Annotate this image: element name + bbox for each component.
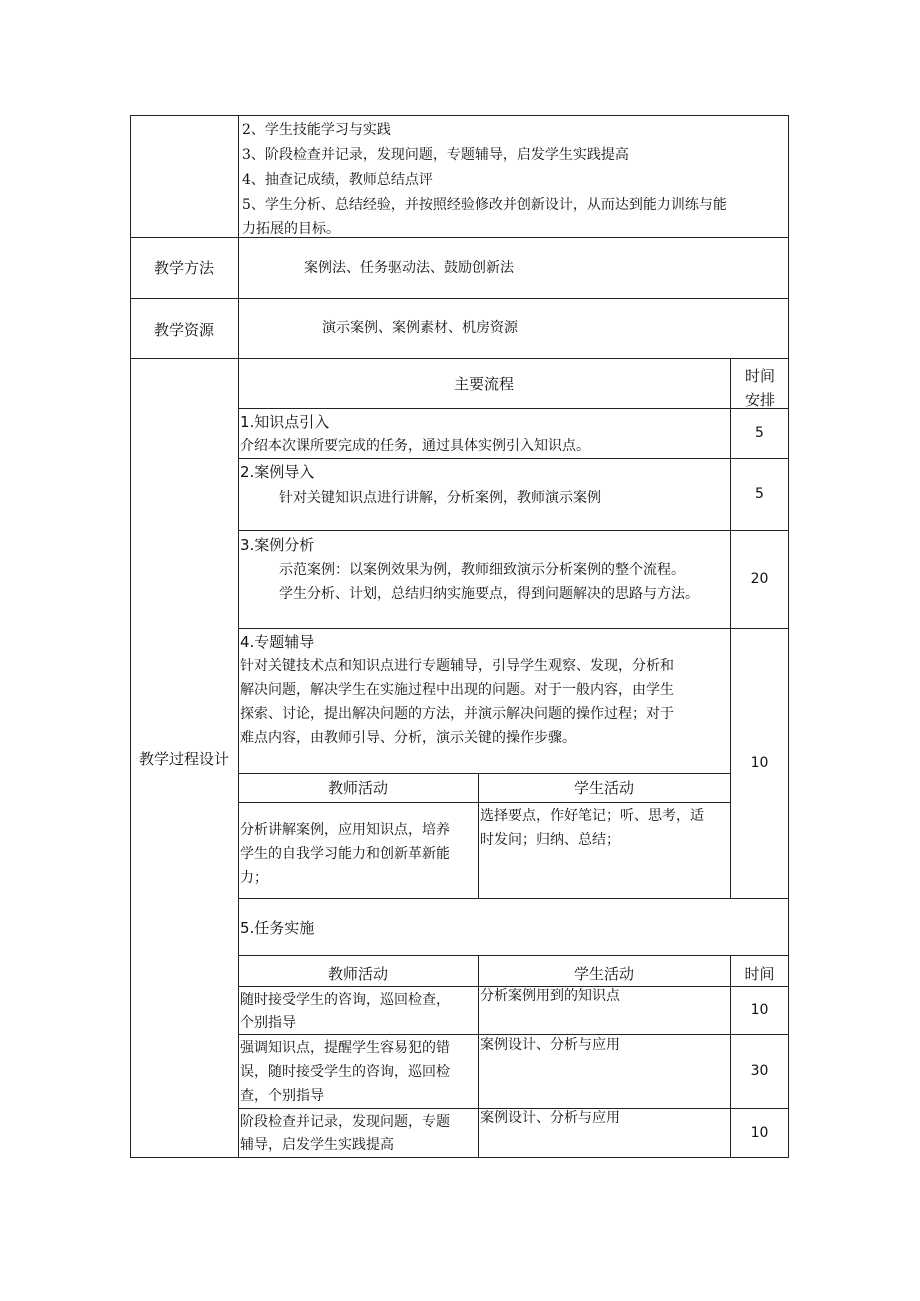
task-row-3-time: 10	[750, 1125, 769, 1141]
section-2-body: 针对关键知识点进行讲解，分析案例，教师演示案例	[279, 490, 601, 506]
section-3-title: 3.案例分析	[240, 536, 315, 554]
method-label: 教学方法	[153, 259, 214, 277]
subtable-divider	[238, 802, 730, 803]
section-4-line: 针对关键技术点和知识点进行专题辅导，引导学生观察、发现，分析和	[240, 658, 674, 674]
intro-step-3: 3、阶段检查并记录，发现问题，专题辅导，启发学生实践提高	[242, 147, 629, 163]
section-5-student-header: 学生活动	[573, 965, 634, 983]
section-2-time: 5	[755, 486, 764, 502]
section-3-line2: 学生分析、计划，总结归纳实施要点，得到问题解决的思路与方法。	[279, 586, 699, 602]
section-5-teacher-header: 教师活动	[327, 965, 388, 983]
section-4-student-line: 时发问；归纳、总结；	[480, 832, 620, 848]
section-1-body: 介绍本次课所要完成的任务，通过具体实例引入知识点。	[240, 438, 590, 454]
section-4-student-line: 选择要点，作好笔记；听、思考，适	[480, 808, 704, 824]
section-1-title: 1.知识点引入	[240, 413, 330, 431]
method-value: 案例法、任务驱动法、鼓励创新法	[304, 260, 514, 276]
row-divider	[238, 628, 789, 629]
time-header-clip	[731, 362, 788, 407]
label-column-divider	[238, 115, 239, 1158]
task-row-2-time: 30	[750, 1063, 769, 1079]
resource-label: 教学资源	[153, 321, 214, 339]
section-4-line: 难点内容，由教师引导、分析，演示关键的操作步骤。	[240, 730, 576, 746]
row-divider	[130, 358, 789, 359]
task-row-2-teacher-line: 强调知识点，提醒学生容易犯的错	[240, 1040, 450, 1056]
section-4-teacher-line: 力；	[240, 870, 268, 886]
flow-header: 主要流程	[453, 375, 514, 393]
section-4-student-header: 学生活动	[573, 779, 634, 797]
task-row-1-time: 10	[750, 1002, 769, 1018]
time-header: 时间安排	[744, 367, 775, 407]
task-row-2-student: 案例设计、分析与应用	[480, 1037, 620, 1053]
task-row-1-teacher-line: 随时接受学生的咨询，巡回检查，	[240, 992, 450, 1008]
section-2-title: 2.案例导入	[240, 463, 315, 481]
intro-step-5: 5、学生分析、总结经验，并按照经验修改并创新设计，从而达到能力训练与能	[242, 197, 727, 213]
task-row-3-teacher-line: 阶段检查并记录，发现问题，专题	[240, 1114, 450, 1130]
section-4-teacher-line: 学生的自我学习能力和创新革新能	[240, 846, 450, 862]
section-3-line1: 示范案例：以案例效果为例，教师细致演示分析案例的整个流程。	[279, 562, 685, 578]
row-divider	[238, 530, 789, 531]
section-5-time-header: 时间	[744, 965, 775, 983]
task-row-3-student: 案例设计、分析与应用	[480, 1110, 620, 1126]
intro-step-4: 4、抽查记成绩，教师总结点评	[242, 172, 433, 188]
section-4-line: 探索、讨论，提出解决问题的方法，并演示解决问题的操作过程；对于	[240, 706, 674, 722]
section-1-time: 5	[755, 425, 764, 441]
section-4-title: 4.专题辅导	[240, 633, 315, 651]
subtable-column-divider	[478, 955, 479, 1158]
intro-step-5-cont: 力拓展的目标。	[242, 221, 340, 237]
section-4-teacher-header: 教师活动	[327, 779, 388, 797]
subtable-divider	[238, 773, 730, 774]
task-row-1-student: 分析案例用到的知识点	[480, 988, 620, 1004]
intro-step-2: 2、学生技能学习与实践	[242, 122, 391, 138]
section-3-time: 20	[750, 571, 769, 587]
section-4-time: 10	[750, 755, 769, 771]
row-divider	[238, 408, 789, 409]
process-label: 教学过程设计	[138, 750, 229, 768]
row-divider	[130, 237, 789, 238]
row-divider	[238, 898, 789, 899]
row-divider	[238, 955, 789, 956]
row-divider	[130, 298, 789, 299]
section-4-line: 解决问题，解决学生在实施过程中出现的问题。对于一般内容，由学生	[240, 682, 674, 698]
task-row-3-teacher-line: 辅导，启发学生实践提高	[240, 1137, 394, 1153]
task-row-2-teacher-line: 查，个别指导	[240, 1088, 324, 1104]
row-divider	[238, 458, 789, 459]
resource-value: 演示案例、案例素材、机房资源	[322, 320, 518, 336]
task-row-2-teacher-line: 误，随时接受学生的咨询，巡回检	[240, 1064, 450, 1080]
section-4-teacher-line: 分析讲解案例，应用知识点，培养	[240, 822, 450, 838]
section-5-title: 5.任务实施	[240, 919, 315, 937]
task-row-1-teacher-line: 个别指导	[240, 1015, 296, 1031]
